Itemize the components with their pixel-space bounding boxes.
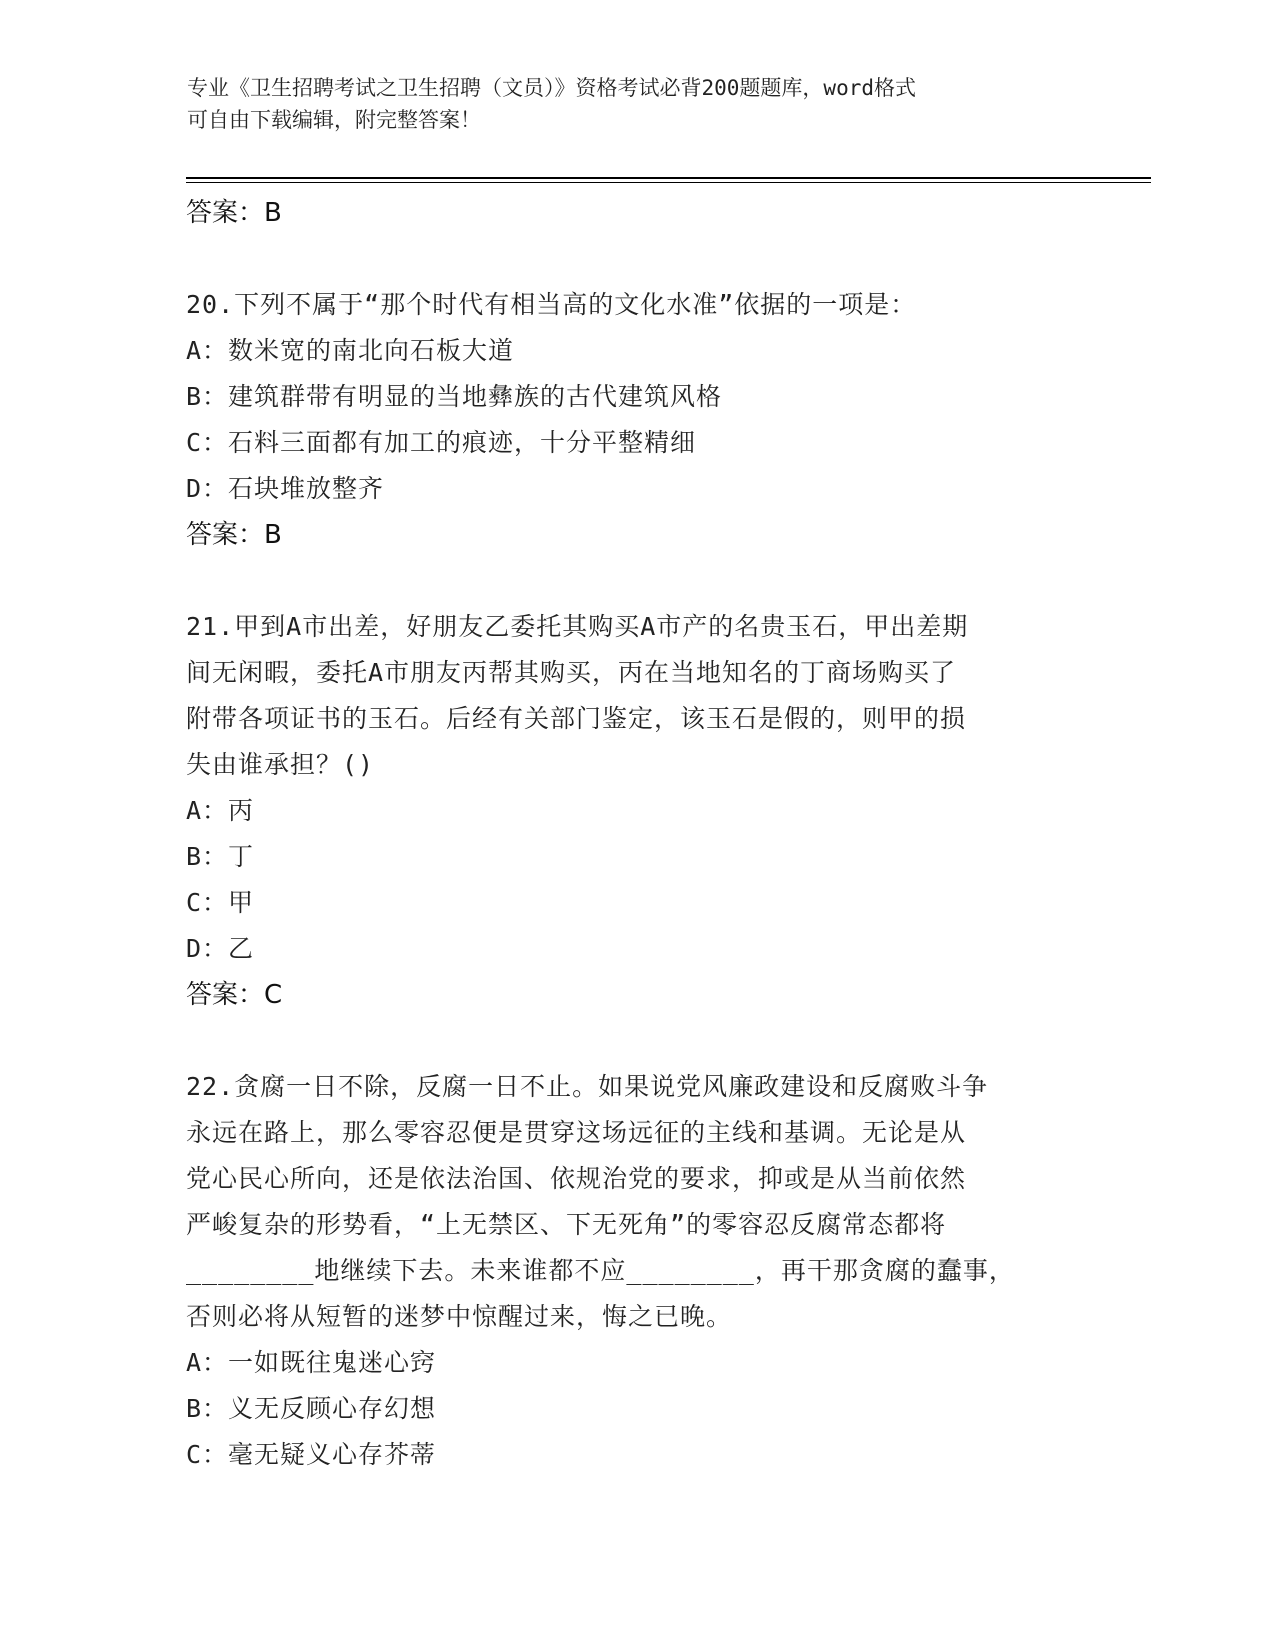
question-21-text-line: 间无闲暇，委托A市朋友丙帮其购买，丙在当地知名的丁商场购买了 (186, 658, 957, 687)
question-21-answer: 答案：C (186, 980, 283, 1010)
question-21-text-line: 附带各项证书的玉石。后经有关部门鉴定，该玉石是假的，则甲的损 (186, 704, 967, 733)
question-20-text: 20.下列不属于“那个时代有相当高的文化水准”依据的一项是： (186, 290, 917, 319)
document-body (186, 190, 1086, 1478)
header-divider-thick (186, 177, 1151, 179)
spacer (186, 558, 1086, 604)
question-20 (186, 282, 1086, 558)
question-20-option-b: B：建筑群带有明显的当地彝族的古代建筑风格 (186, 382, 723, 411)
question-20-option-a: A：数米宽的南北向石板大道 (186, 336, 515, 365)
previous-answer: 答案：B (186, 198, 282, 228)
question-21-text-line: 21.甲到A市出差，好朋友乙委托其购买A市产的名贵玉石，甲出差期 (186, 612, 969, 641)
question-20-answer: 答案：B (186, 520, 282, 550)
header-divider-thin (186, 182, 1151, 183)
question-22-text-line: 否则必将从短暂的迷梦中惊醒过来，悔之已晚。 (186, 1302, 733, 1331)
question-21-text-line: 失由谁承担？() (186, 750, 375, 779)
header-line-2: 可自由下载编辑，附完整答案！ (187, 108, 481, 132)
question-22-text-line: ________地继续下去。未来谁都不应________，再干那贪腐的蠢事， (186, 1256, 1015, 1285)
question-21-option-d: D：乙 (186, 934, 255, 963)
question-21 (186, 604, 1086, 1018)
spacer (186, 1018, 1086, 1064)
question-22-text-line: 永远在路上，那么零容忍便是贯穿这场远征的主线和基调。无论是从 (186, 1118, 967, 1147)
question-22-option-b: B：义无反顾心存幻想 (186, 1394, 437, 1423)
header-line-1: 专业《卫生招聘考试之卫生招聘（文员）》资格考试必背200题题库，word格式 (187, 76, 916, 100)
question-21-option-c: C：甲 (186, 888, 255, 917)
question-21-option-b: B：丁 (186, 842, 255, 871)
question-20-option-d: D：石块堆放整齐 (186, 474, 385, 503)
question-22 (186, 1064, 1086, 1478)
question-22-option-a: A：一如既往鬼迷心窍 (186, 1348, 437, 1377)
question-22-option-c: C：毫无疑义心存芥蒂 (186, 1440, 437, 1469)
spacer (186, 236, 1086, 282)
question-22-text-line: 22.贪腐一日不除，反腐一日不止。如果说党风廉政建设和反腐败斗争 (186, 1072, 989, 1101)
document-header (187, 72, 1067, 136)
question-21-option-a: A：丙 (186, 796, 255, 825)
question-20-option-c: C：石料三面都有加工的痕迹，十分平整精细 (186, 428, 697, 457)
question-22-text-line: 党心民心所向，还是依法治国、依规治党的要求，抑或是从当前依然 (186, 1164, 967, 1193)
question-22-text-line: 严峻复杂的形势看，“上无禁区、下无死角”的零容忍反腐常态都将 (186, 1210, 947, 1239)
